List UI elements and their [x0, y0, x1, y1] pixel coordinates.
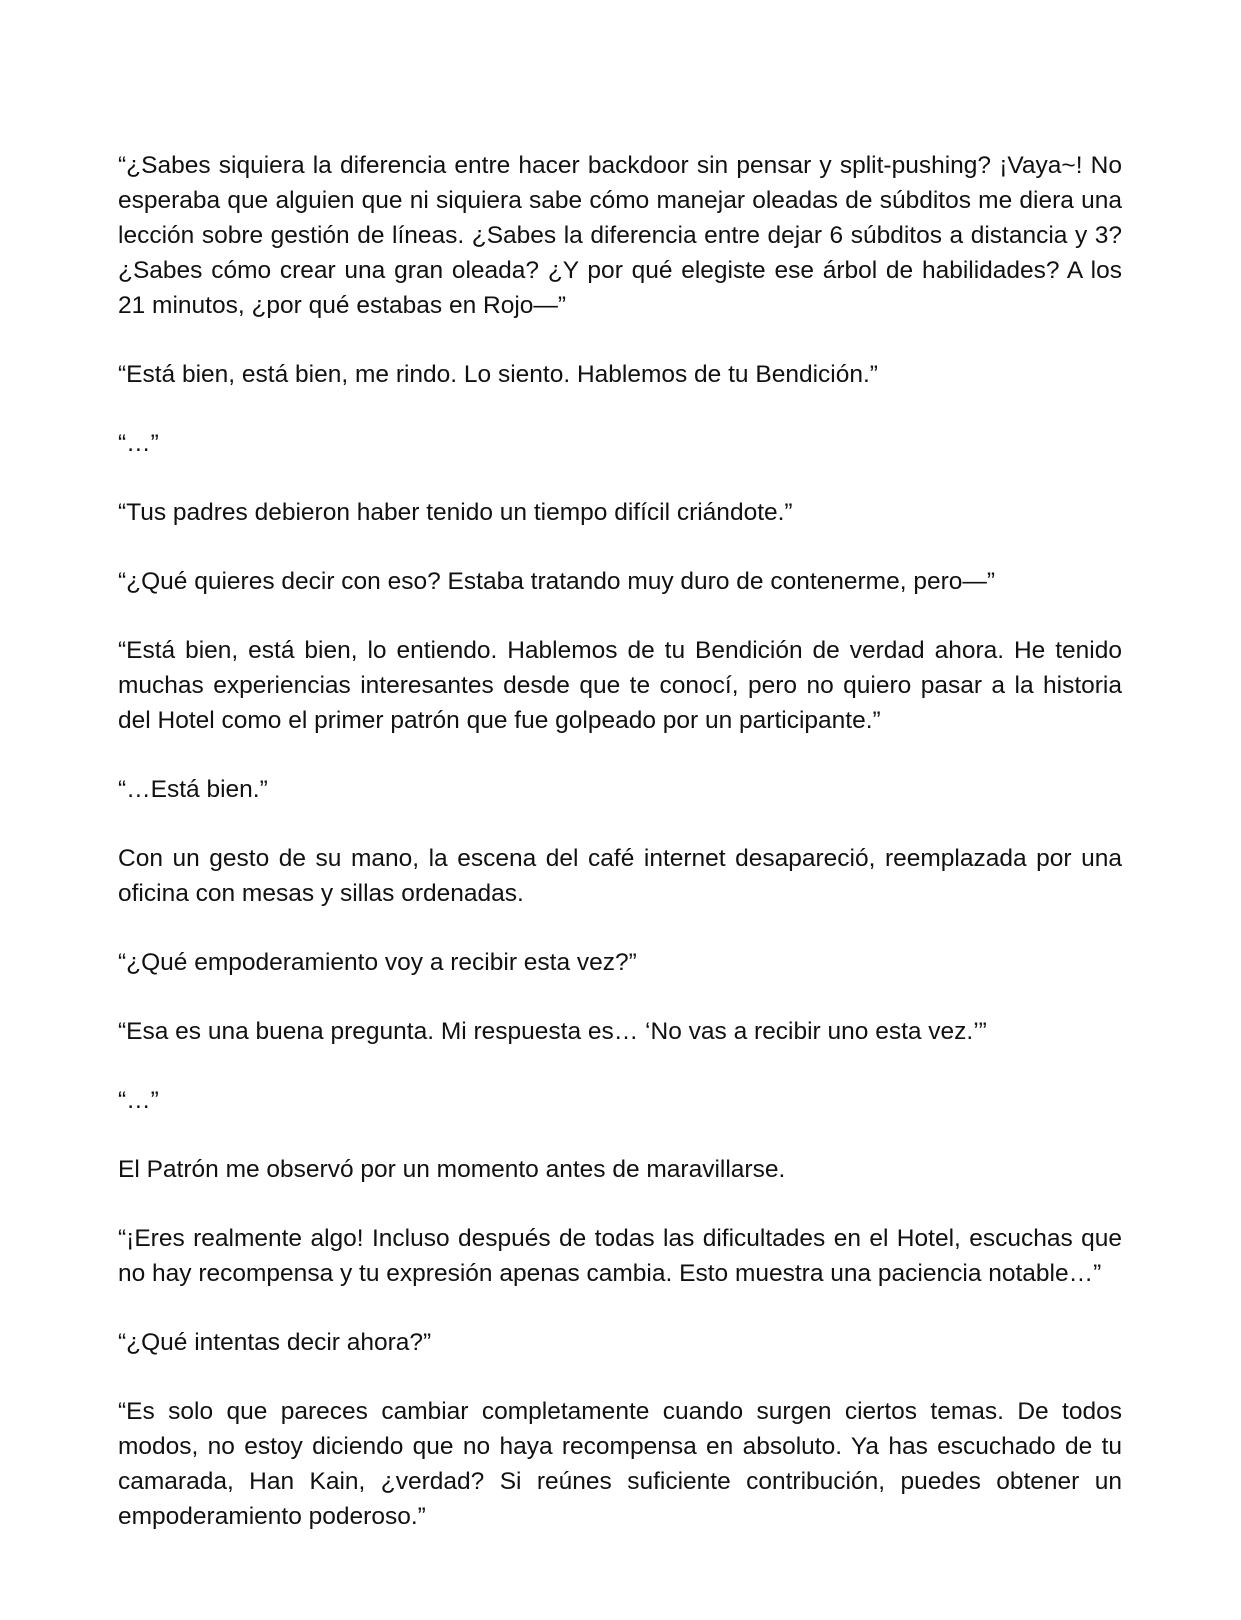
paragraph: “…”	[118, 430, 159, 457]
paragraph: El Patrón me observó por un momento antes de maravillarse.	[118, 1156, 786, 1183]
paragraph: “Está bien, está bien, lo entiendo. Hablemos de tu Bendición de verdad ahora. He tenido muchas experiencias interesantes desde que te conocí, pero no quiero pasar a la historia del Hotel como el primer patrón que fue golpeado por un participante.”	[118, 637, 1122, 734]
paragraph: “Tus padres debieron haber tenido un tiempo difícil criándote.”	[118, 499, 793, 526]
paragraph: Con un gesto de su mano, la escena del café internet desapareció, reemplazada por una oficina con mesas y sillas ordenadas.	[118, 845, 1122, 907]
paragraph: “¿Qué intentas decir ahora?”	[118, 1329, 432, 1356]
paragraph: “Es solo que pareces cambiar completamente cuando surgen ciertos temas. De todos modos, no estoy diciendo que no haya recompensa en absoluto. Ya has escuchado de tu camarada, Han Kain, ¿verdad? Si reúnes suficiente contribución, puedes obtener un empoderamiento poderoso.”	[118, 1398, 1122, 1530]
paragraph: “…”	[118, 1087, 159, 1114]
paragraph: “¿Qué empoderamiento voy a recibir esta vez?”	[118, 949, 637, 976]
paragraph: “Está bien, está bien, me rindo. Lo siento. Hablemos de tu Bendición.”	[118, 361, 878, 388]
paragraph: “¿Qué quieres decir con eso? Estaba tratando muy duro de contenerme, pero—”	[118, 568, 996, 595]
document-page	[118, 148, 1122, 1568]
paragraph: “¡Eres realmente algo! Incluso después de todas las dificultades en el Hotel, escuchas que no hay recompensa y tu expresión apenas cambia. Esto muestra una paciencia notable…”	[118, 1225, 1122, 1287]
paragraph: “…Está bien.”	[118, 776, 268, 803]
paragraph: “¿Sabes siquiera la diferencia entre hacer backdoor sin pensar y split-pushing? ¡Vaya~! No esperaba que alguien que ni siquiera sabe cómo manejar oleadas de súbditos me diera una lección sobre gestión de líneas. ¿Sabes la diferencia entre dejar 6 súbditos a distancia y 3? ¿Sabes cómo crear una gran oleada? ¿Y por qué elegiste ese árbol de habilidades? A los 21 minutos, ¿por qué estabas en Rojo—”	[118, 152, 1122, 319]
paragraph: “Esa es una buena pregunta. Mi respuesta es… ‘No vas a recibir uno esta vez.’”	[118, 1018, 987, 1045]
